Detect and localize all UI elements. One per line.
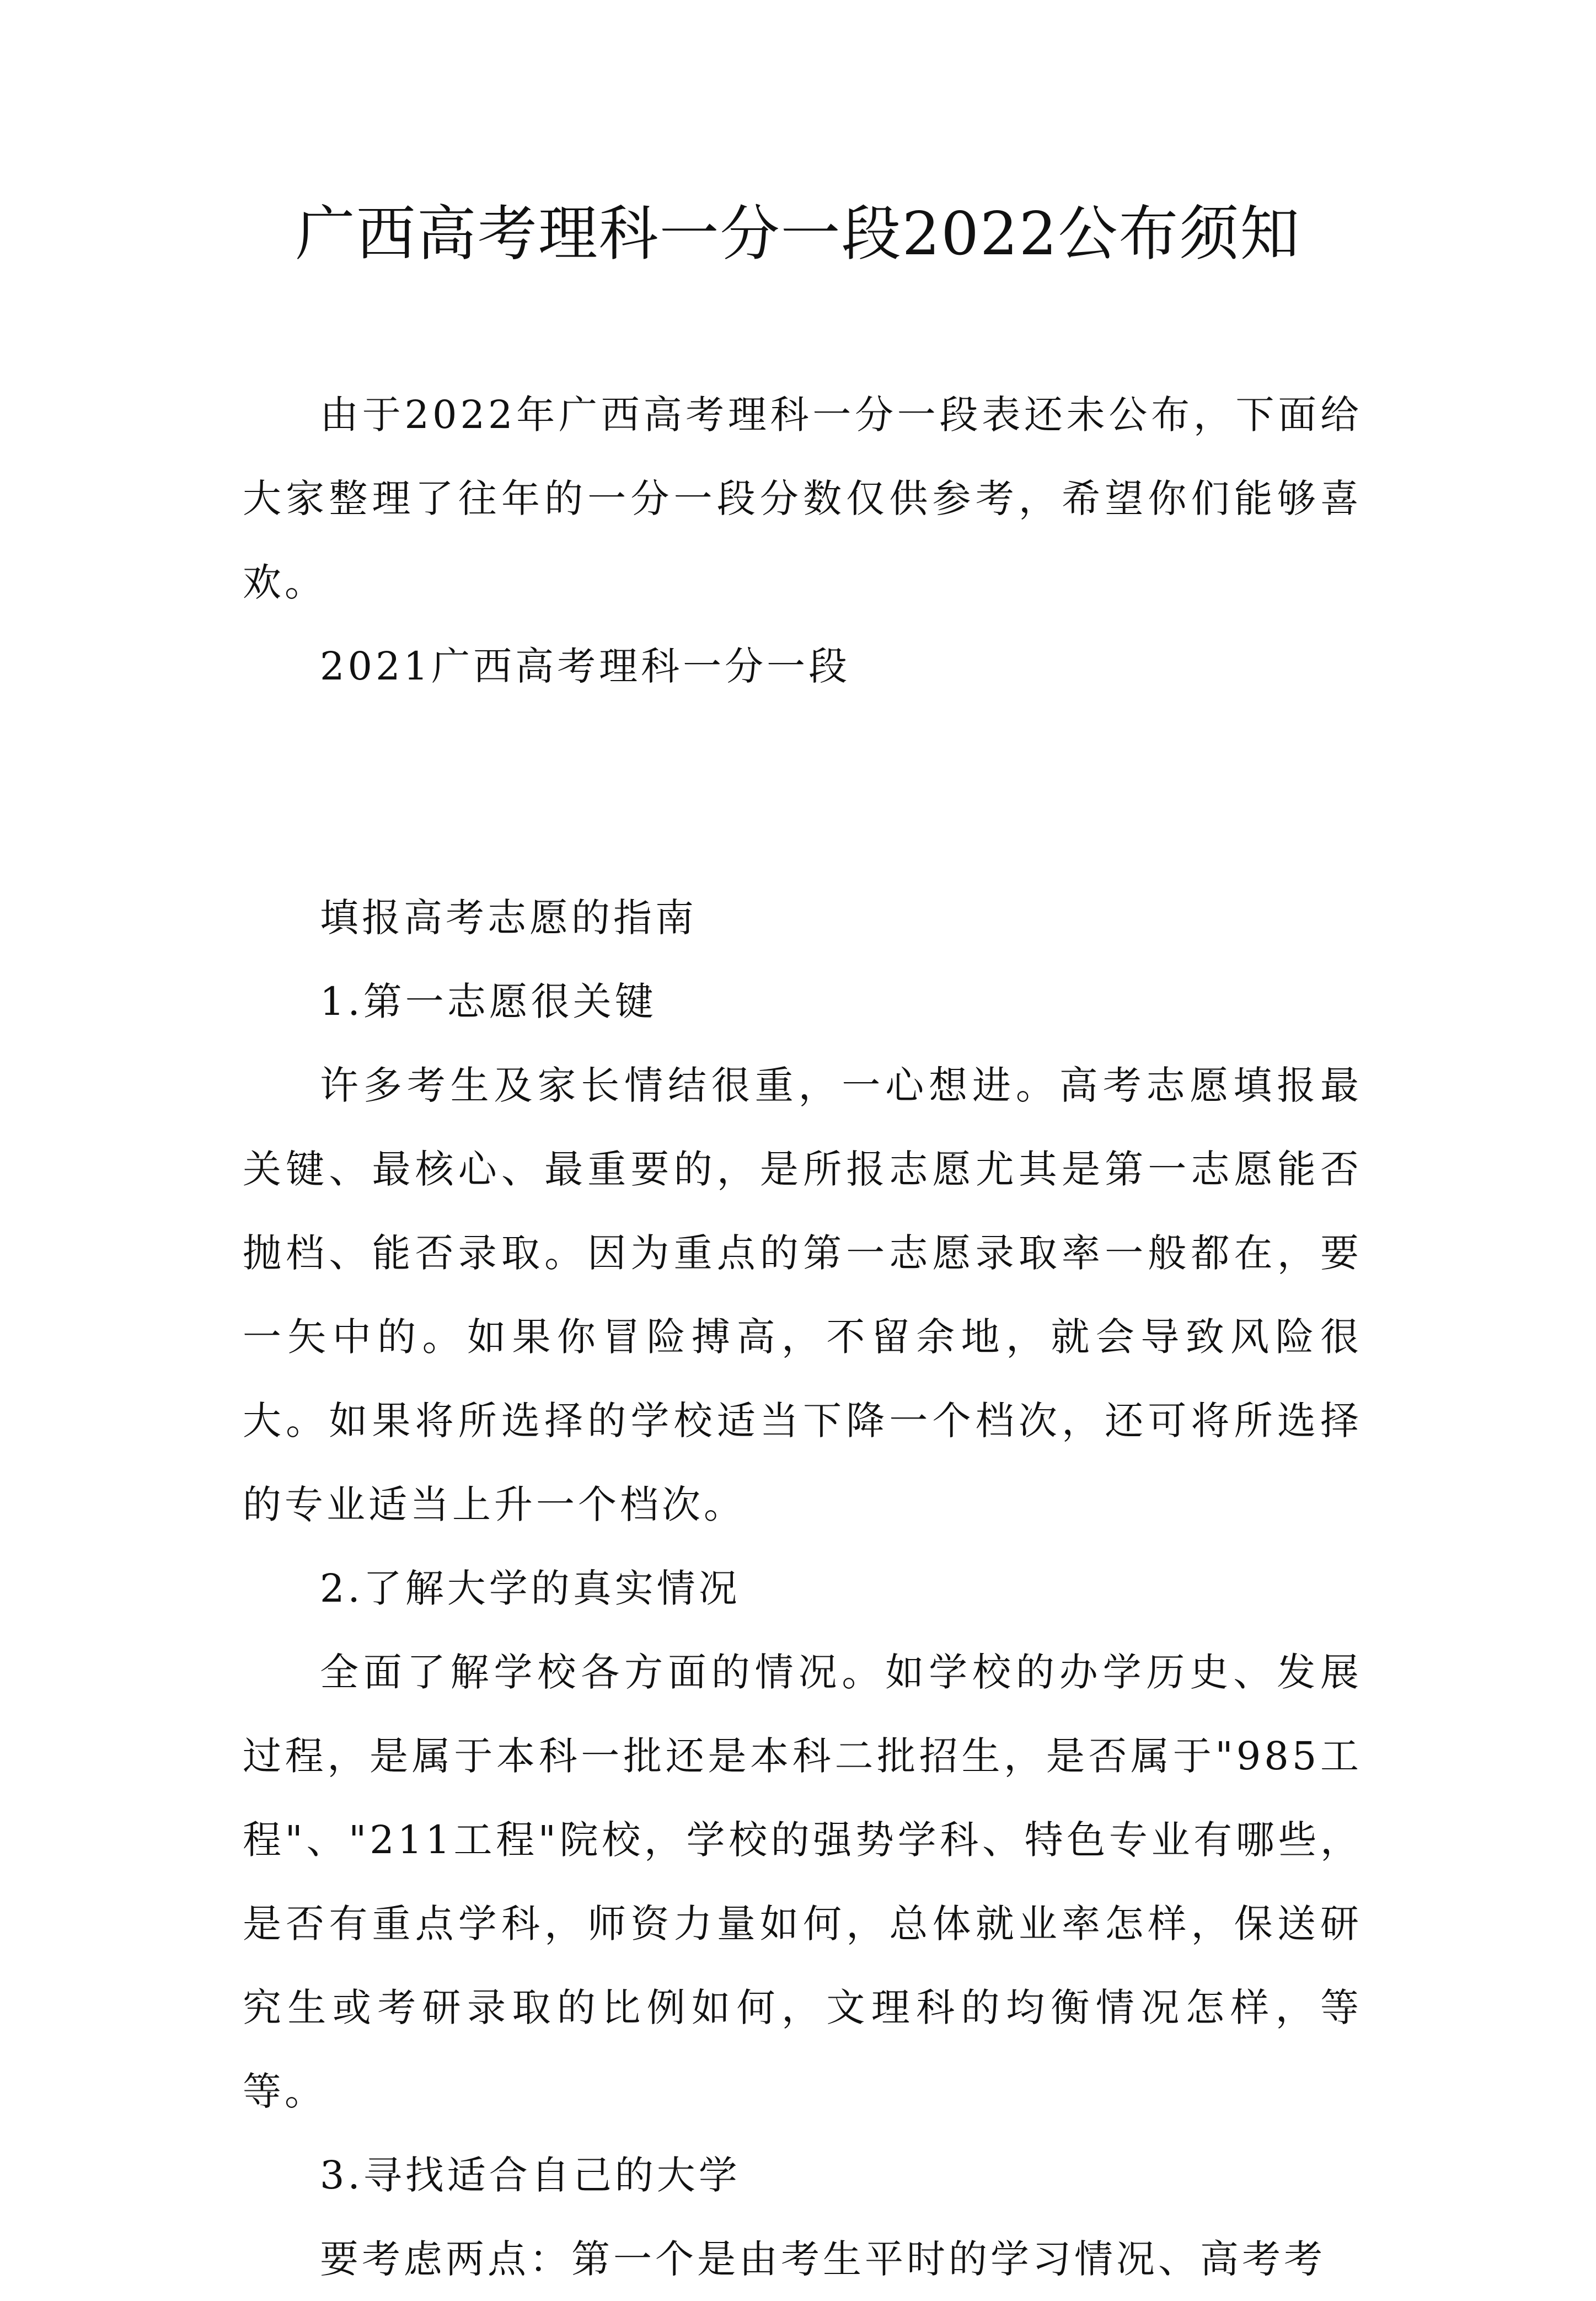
intro-paragraph: 由于2022年广西高考理科一分一段表还未公布，下面给大家整理了往年的一分一段分数仅供参考，希望你们能够喜欢。: [243, 392, 1362, 605]
subheading-3: 3.寻找适合自己的大学: [320, 2153, 741, 2198]
paragraph-3: 要考虑两点：第一个是由考生平时的学习情况、高考考: [320, 2236, 1326, 2282]
section-heading-guide: 填报高考志愿的指南: [320, 895, 697, 940]
paragraph-2: 全面了解学校各方面的情况。如学校的办学历史、发展过程，是属于本科一批还是本科二批招生，是否属于"985工程"、"211工程"院校，学校的强势学科、特色专业有哪些，是否有重点学科，师资力量如何，总体就业率怎样，保送研究生或考研录取的比例如何，文理科的均衡情况怎样，等等。: [243, 1650, 1362, 2114]
page-title: 广西高考理科一分一段2022公布须知: [295, 200, 1301, 269]
blank-space: [243, 708, 1362, 876]
document-body: [243, 373, 1362, 2301]
paragraph-1: 许多考生及家长情结很重，一心想进。高考志愿填报最关键、最核心、最重要的，是所报志愿尤其是第一志愿能否抛档、能否录取。因为重点的第一志愿录取率一般都在，要一矢中的。如果你冒险搏高，不留余地，就会导致风险很大。如果将所选择的学校适当下降一个档次，还可将所选择的专业适当上升一个档次。: [243, 1063, 1362, 1527]
section-heading-2021: 2021广西高考理科一分一段: [320, 644, 851, 689]
subheading-2: 2.了解大学的真实情况: [320, 1566, 741, 1611]
subheading-1: 1.第一志愿很关键: [320, 979, 657, 1024]
